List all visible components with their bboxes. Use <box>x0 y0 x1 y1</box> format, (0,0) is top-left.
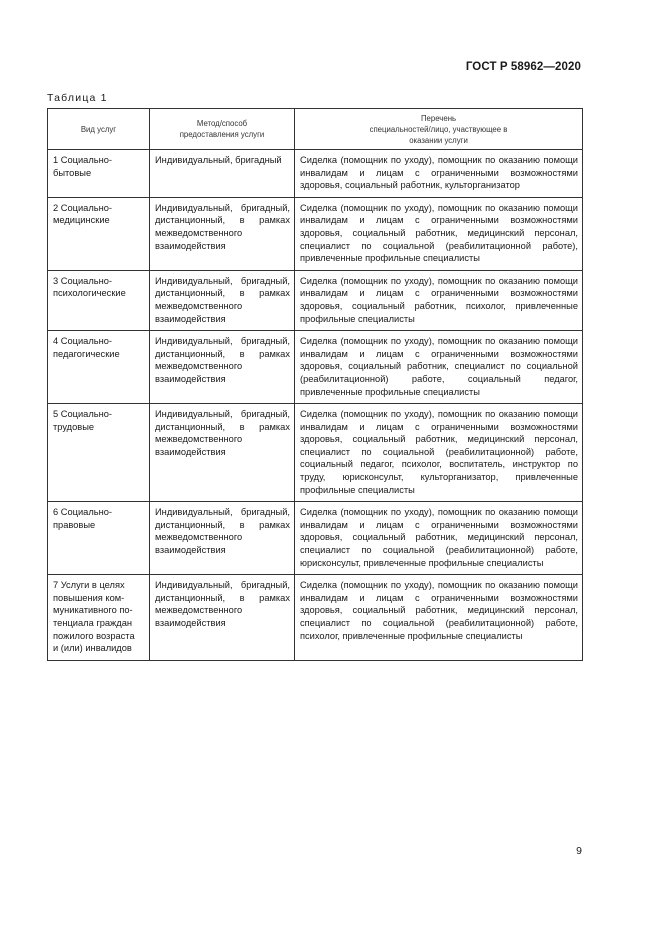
specialists-cell: Сиделка (помощник по уходу), помощник по оказанию помощи инвалидам и лицам с ограниченными возможностями здоровья, социальный работник, психолог, привлеченные профильные специалисты <box>295 270 583 330</box>
service-type-cell: 7 Услуги в целях повышения ком- муникативного по- тенциала граждан пожилого возраста и (или) инвалидов <box>48 575 150 661</box>
table-row <box>48 502 583 575</box>
method-cell: Индивидуальный, бригадный, дистанционный, в рамках межведомственного взаимодействия <box>150 404 295 502</box>
specialists-cell: Сиделка (помощник по уходу), помощник по оказанию помощи инвалидам и лицам с ограниченными возможностями здоровья, социальный работник, медицинский персонал, специалист по социальной (реабилитационной) работе, юрисконсульт, привлеченные профильные специалисты <box>295 502 583 575</box>
header-service-type: Вид услуг <box>48 109 150 150</box>
service-type-cell: 2 Социально- медицинские <box>48 197 150 270</box>
document-code: ГОСТ Р 58962—2020 <box>465 61 581 73</box>
table-caption: Таблица 1 <box>47 92 108 104</box>
table-header-row <box>48 109 583 150</box>
specialists-cell: Сиделка (помощник по уходу), помощник по оказанию помощи инвалидам и лицам с ограниченными возможностями здоровья, социальный работник, специалист по социальной (реабилитационной) работе, социальный педагог, привлеченные профильные специалисты <box>295 331 583 404</box>
method-cell: Индивидуальный, бригадный <box>150 150 295 198</box>
specialists-cell: Сиделка (помощник по уходу), помощник по оказанию помощи инвалидам и лицам с ограниченными возможностями здоровья, социальный работник, медицинский персонал, специалист по социальной (реабилитационной) работе, социальный педагог, психолог, воспитатель, инструктор по труду, юрисконсульт, культорганизатор, привлеченные профильные специалисты <box>295 404 583 502</box>
table-row <box>48 150 583 198</box>
table-row <box>48 197 583 270</box>
table-row <box>48 331 583 404</box>
service-type-cell: 6 Социально- правовые <box>48 502 150 575</box>
service-type-cell: 4 Социально- педагогические <box>48 331 150 404</box>
method-cell: Индивидуальный, бригадный, дистанционный, в рамках межведомственного взаимодействия <box>150 197 295 270</box>
specialists-cell: Сиделка (помощник по уходу), помощник по оказанию помощи инвалидам и лицам с ограниченными возможностями здоровья, социальный работник, медицинский персонал, специалист по социальной (реабилитационной работе), привлеченные профильные специалисты <box>295 197 583 270</box>
method-cell: Индивидуальный, бригадный, дистанционный, в рамках межведомственного взаимодействия <box>150 575 295 661</box>
table-row <box>48 575 583 661</box>
page-number: 9 <box>576 845 582 857</box>
table-row <box>48 404 583 502</box>
specialists-cell: Сиделка (помощник по уходу), помощник по оказанию помощи инвалидам и лицам с ограниченными возможностями здоровья, социальный работник, культорганизатор <box>295 150 583 198</box>
specialists-cell: Сиделка (помощник по уходу), помощник по оказанию помощи инвалидам и лицам с ограниченными возможностями здоровья, социальный работник, медицинский персонал, специалист по социальной (реабилитационной) работе, психолог, привлеченные профильные специалисты <box>295 575 583 661</box>
header-method: Метод/способ предоставления услуги <box>150 109 295 150</box>
header-specialists: Перечень специальностей/лицо, участвующее в оказании услуги <box>295 109 583 150</box>
service-type-cell: 1 Социально- бытовые <box>48 150 150 198</box>
method-cell: Индивидуальный, бригадный, дистанционный, в рамках межведомственного взаимодействия <box>150 502 295 575</box>
method-cell: Индивидуальный, бригадный, дистанционный, в рамках межведомственного взаимодействия <box>150 331 295 404</box>
method-cell: Индивидуальный, бригадный, дистанционный, в рамках межведомственного взаимодействия <box>150 270 295 330</box>
services-table <box>47 108 583 661</box>
service-type-cell: 3 Социально- психологические <box>48 270 150 330</box>
table-row <box>48 270 583 330</box>
service-type-cell: 5 Социально- трудовые <box>48 404 150 502</box>
